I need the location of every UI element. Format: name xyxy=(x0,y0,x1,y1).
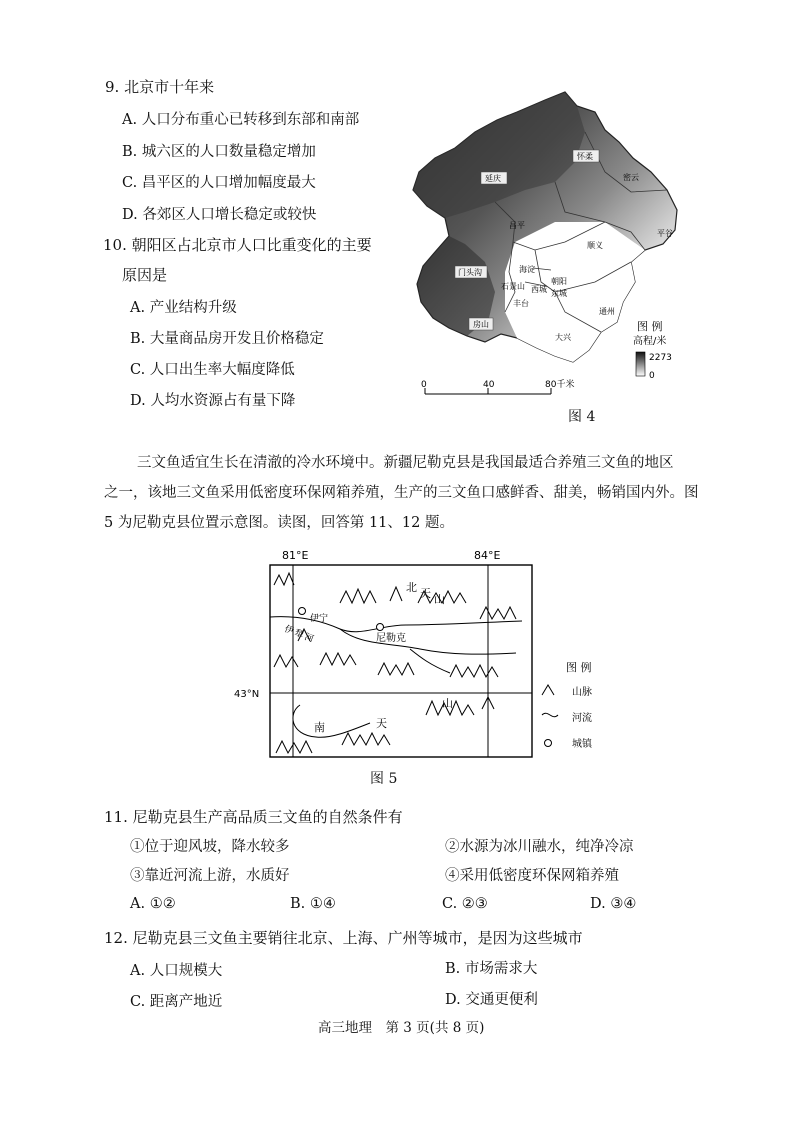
q9-option-c: C. 昌平区的人口增加幅度最大 xyxy=(122,175,316,191)
fig4-legend-title: 图 例 xyxy=(637,320,663,333)
label-north-bei: 北 xyxy=(406,581,417,594)
district-fangshan: 房山 xyxy=(473,320,489,329)
label-yining: 伊宁 xyxy=(310,614,329,624)
q10-option-d: D. 人均水资源占有量下降 xyxy=(130,393,296,409)
district-huairou: 怀柔 xyxy=(577,152,593,161)
legend-river: 河流 xyxy=(572,713,592,724)
q10-stem-line1: 10. 朝阳区占北京市人口比重变化的主要 xyxy=(103,236,372,254)
lat-43: 43°N xyxy=(234,689,260,700)
district-yanqing: 延庆 xyxy=(485,174,501,183)
q9-stem: 9. 北京市十年来 xyxy=(105,78,215,96)
label-south-tian: 天 xyxy=(376,717,387,730)
district-shijingshan: 石景山 xyxy=(501,282,525,291)
district-chaoyang: 朝阳 xyxy=(551,277,567,286)
q12-option-d: D. 交通更便利 xyxy=(445,992,538,1008)
district-miyun: 密云 xyxy=(623,173,639,182)
q11-item-2: ②水源为冰川融水，纯净冷凉 xyxy=(445,839,634,855)
district-mentougou: 门头沟 xyxy=(458,268,482,277)
label-south-nan: 南 xyxy=(314,721,325,734)
map-frame xyxy=(270,565,532,757)
q12-stem: 12. 尼勒克县三文鱼主要销往北京、上海、广州等城市，是因为这些城市 xyxy=(104,929,583,947)
q11-option-c: C. ②③ xyxy=(442,896,488,912)
lon-84: 84°E xyxy=(474,549,501,562)
q11-option-a: A. ①② xyxy=(130,896,176,912)
district-changping: 昌平 xyxy=(509,221,525,230)
fig4-legend-min: 0 xyxy=(649,371,655,381)
district-xicheng: 西城 xyxy=(531,285,547,294)
elevation-legend-bar xyxy=(636,352,645,376)
label-river-li: 犁 xyxy=(292,628,305,641)
lon-81: 81°E xyxy=(282,549,309,562)
q10-option-c: C. 人口出生率大幅度降低 xyxy=(130,362,295,378)
label-river-yi: 伊 xyxy=(282,624,295,637)
legend-mountain: 山脉 xyxy=(572,687,592,698)
label-nileke: 尼勒克 xyxy=(376,633,406,644)
district-haidian: 海淀 xyxy=(519,265,535,274)
district-shunyi: 顺义 xyxy=(587,241,603,250)
q11-option-b: B. ①④ xyxy=(290,896,336,912)
q11-option-d: D. ③④ xyxy=(590,896,637,912)
label-south-shan: 山 xyxy=(442,697,453,710)
passage-line2: 之一，该地三文鱼采用低密度环保网箱养殖，生产的三文鱼口感鲜香、甜美，畅销国内外。图 xyxy=(104,485,699,501)
page-footer: 高三地理 第 3 页(共 8 页) xyxy=(318,1020,485,1036)
q10-option-b: B. 大量商品房开发且价格稳定 xyxy=(130,331,324,347)
legend-city: 城镇 xyxy=(572,739,592,750)
q9-option-a: A. 人口分布重心已转移到东部和南部 xyxy=(122,112,360,128)
city-nileke-dot xyxy=(377,624,384,631)
district-fengtai: 丰台 xyxy=(513,299,529,308)
q12-option-b: B. 市场需求大 xyxy=(445,961,538,977)
fig4-legend-max: 2273 xyxy=(649,353,672,363)
district-pinggu: 平谷 xyxy=(657,229,673,238)
q9-option-b: B. 城六区的人口数量稳定增加 xyxy=(122,144,316,160)
passage-line1: 三文鱼适宜生长在清澈的冷水环境中。新疆尼勒克县是我国最适合养殖三文鱼的地区 xyxy=(137,455,674,471)
fig4-legend-sub: 高程/米 xyxy=(633,336,667,347)
city-yining-dot xyxy=(299,608,306,615)
fig4-caption: 图 4 xyxy=(568,409,596,425)
scale-0: 0 xyxy=(421,380,427,390)
fig5-caption: 图 5 xyxy=(370,771,398,787)
beijing-elevation-map xyxy=(405,72,695,412)
q12-option-a: A. 人口规模大 xyxy=(130,963,223,979)
q11-stem: 11. 尼勒克县生产高品质三文鱼的自然条件有 xyxy=(104,808,403,826)
q10-option-a: A. 产业结构升级 xyxy=(130,300,237,316)
label-north-tian: 天 xyxy=(420,587,431,600)
district-tongzhou: 通州 xyxy=(599,307,615,316)
q9-option-d: D. 各郊区人口增长稳定或较快 xyxy=(122,207,317,223)
legend-mountain-icon xyxy=(542,685,554,695)
label-river-he: 河 xyxy=(302,632,315,645)
q11-item-4: ④采用低密度环保网箱养殖 xyxy=(445,868,619,884)
district-dongcheng: 东城 xyxy=(551,289,567,298)
scale-40: 40 xyxy=(483,380,495,390)
nileke-map-svg xyxy=(230,545,630,765)
beijing-map-svg xyxy=(405,72,695,412)
q11-item-1: ①位于迎风坡，降水较多 xyxy=(130,839,290,855)
fig5-legend-title: 图 例 xyxy=(566,661,592,674)
legend-city-icon xyxy=(545,740,552,747)
q11-item-3: ③靠近河流上游，水质好 xyxy=(130,868,290,884)
q12-option-c: C. 距离产地近 xyxy=(130,994,223,1010)
scale-80: 80千米 xyxy=(545,380,575,390)
passage-line3: 5 为尼勒克县位置示意图。读图，回答第 11、12 题。 xyxy=(104,515,454,531)
legend-river-icon xyxy=(542,713,558,716)
label-north-shan: 山 xyxy=(434,593,445,606)
q10-stem-line2: 原因是 xyxy=(122,266,168,284)
nileke-location-map xyxy=(230,545,630,765)
district-daxing: 大兴 xyxy=(555,333,571,342)
